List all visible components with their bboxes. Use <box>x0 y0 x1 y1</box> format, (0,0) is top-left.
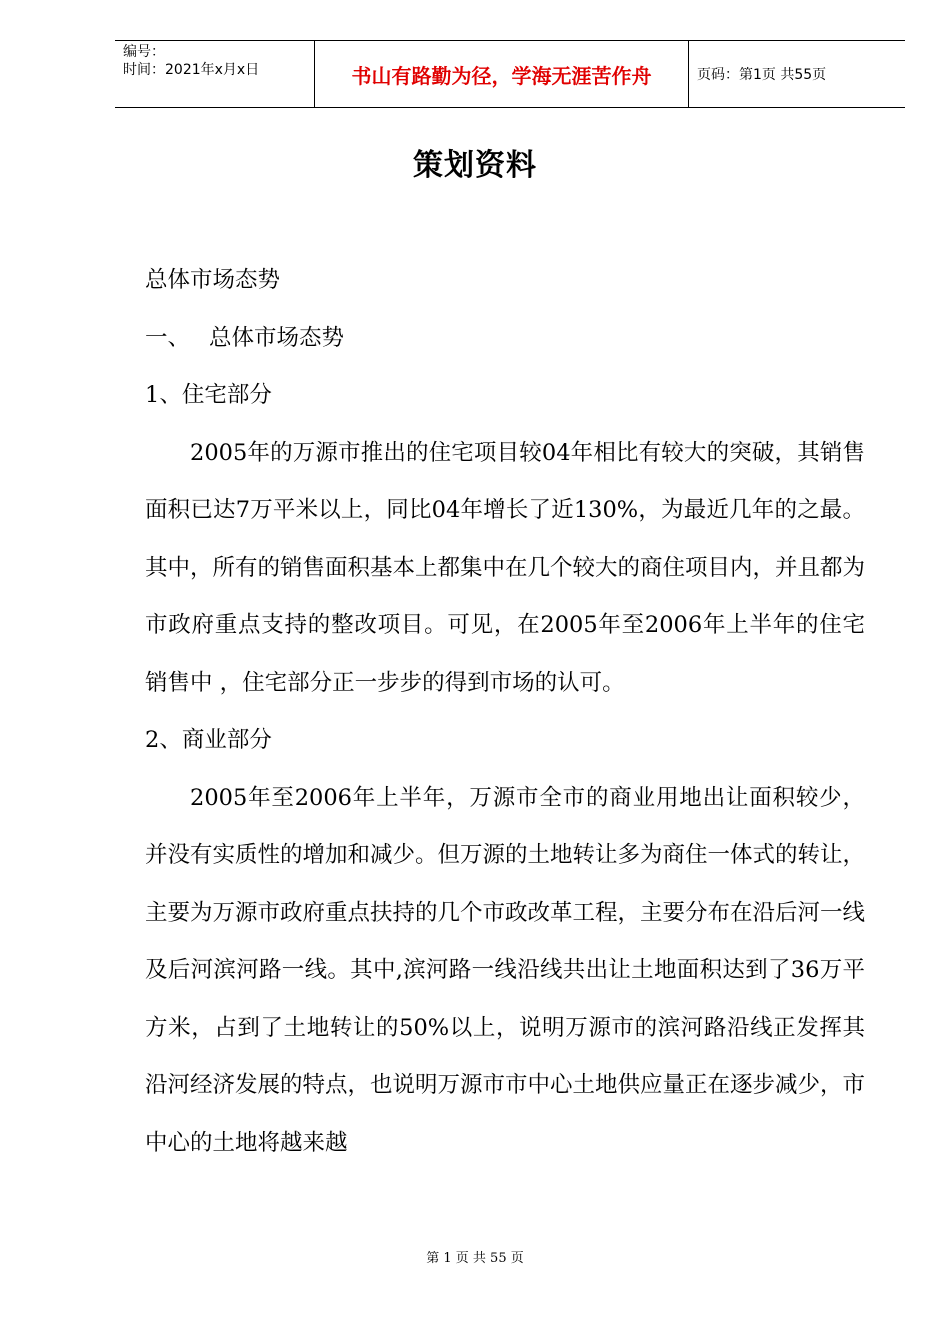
heading-1-number: 一、 <box>145 324 191 351</box>
number-label: 编号： <box>123 44 165 60</box>
subheading-residential: 1、住宅部分 <box>145 382 272 408</box>
time-label: 时间：2021年x月x日 <box>123 62 260 78</box>
page-header <box>115 40 905 108</box>
heading-1-text: 总体市场态势 <box>209 324 345 351</box>
header-page-info: 页码：第1页 共55页 <box>697 67 827 83</box>
document-body <box>145 252 865 1172</box>
page-footer: 第 1 页 共 55 页 <box>426 1251 524 1266</box>
paragraph-commercial: 2005年至2006年上半年，万源市全市的商业用地出让面积较少，并没有实质性的增加和减少。但万源的土地转让多为商住一体式的转让，主要为万源市政府重点扶持的几个市政改革工程，主要分布在沿后河一线及后河滨河路一线。其中,滨河路一线沿线共出让土地面积达到了36万平方米，占到了土地转让的50%以上，说明万源市的滨河路沿线正发挥其沿河经济发展的特点，也说明万源市市中心土地供应量正在逐步减少，市中心的土地将越来越 <box>145 784 866 1156</box>
subheading-commercial: 2、商业部分 <box>145 727 272 753</box>
document-title: 策划资料 <box>413 148 537 183</box>
paragraph-residential: 2005年的万源市推出的住宅项目较04年相比有较大的突破，其销售面积已达7万平米以上，同比04年增长了近130%，为最近几年的之最。其中，所有的销售面积基本上都集中在几个较大的商住项目内，并且都为市政府重点支持的整改项目。可见，在2005年至2006年上半年的住宅销售中 ，住宅部分正一步步的得到市场的认可。 <box>145 439 866 696</box>
section-title: 总体市场态势 <box>145 267 281 293</box>
header-motto: 书山有路勤为径，学海无涯苦作舟 <box>315 41 689 107</box>
header-meta <box>115 41 315 107</box>
heading-1 <box>145 310 865 368</box>
